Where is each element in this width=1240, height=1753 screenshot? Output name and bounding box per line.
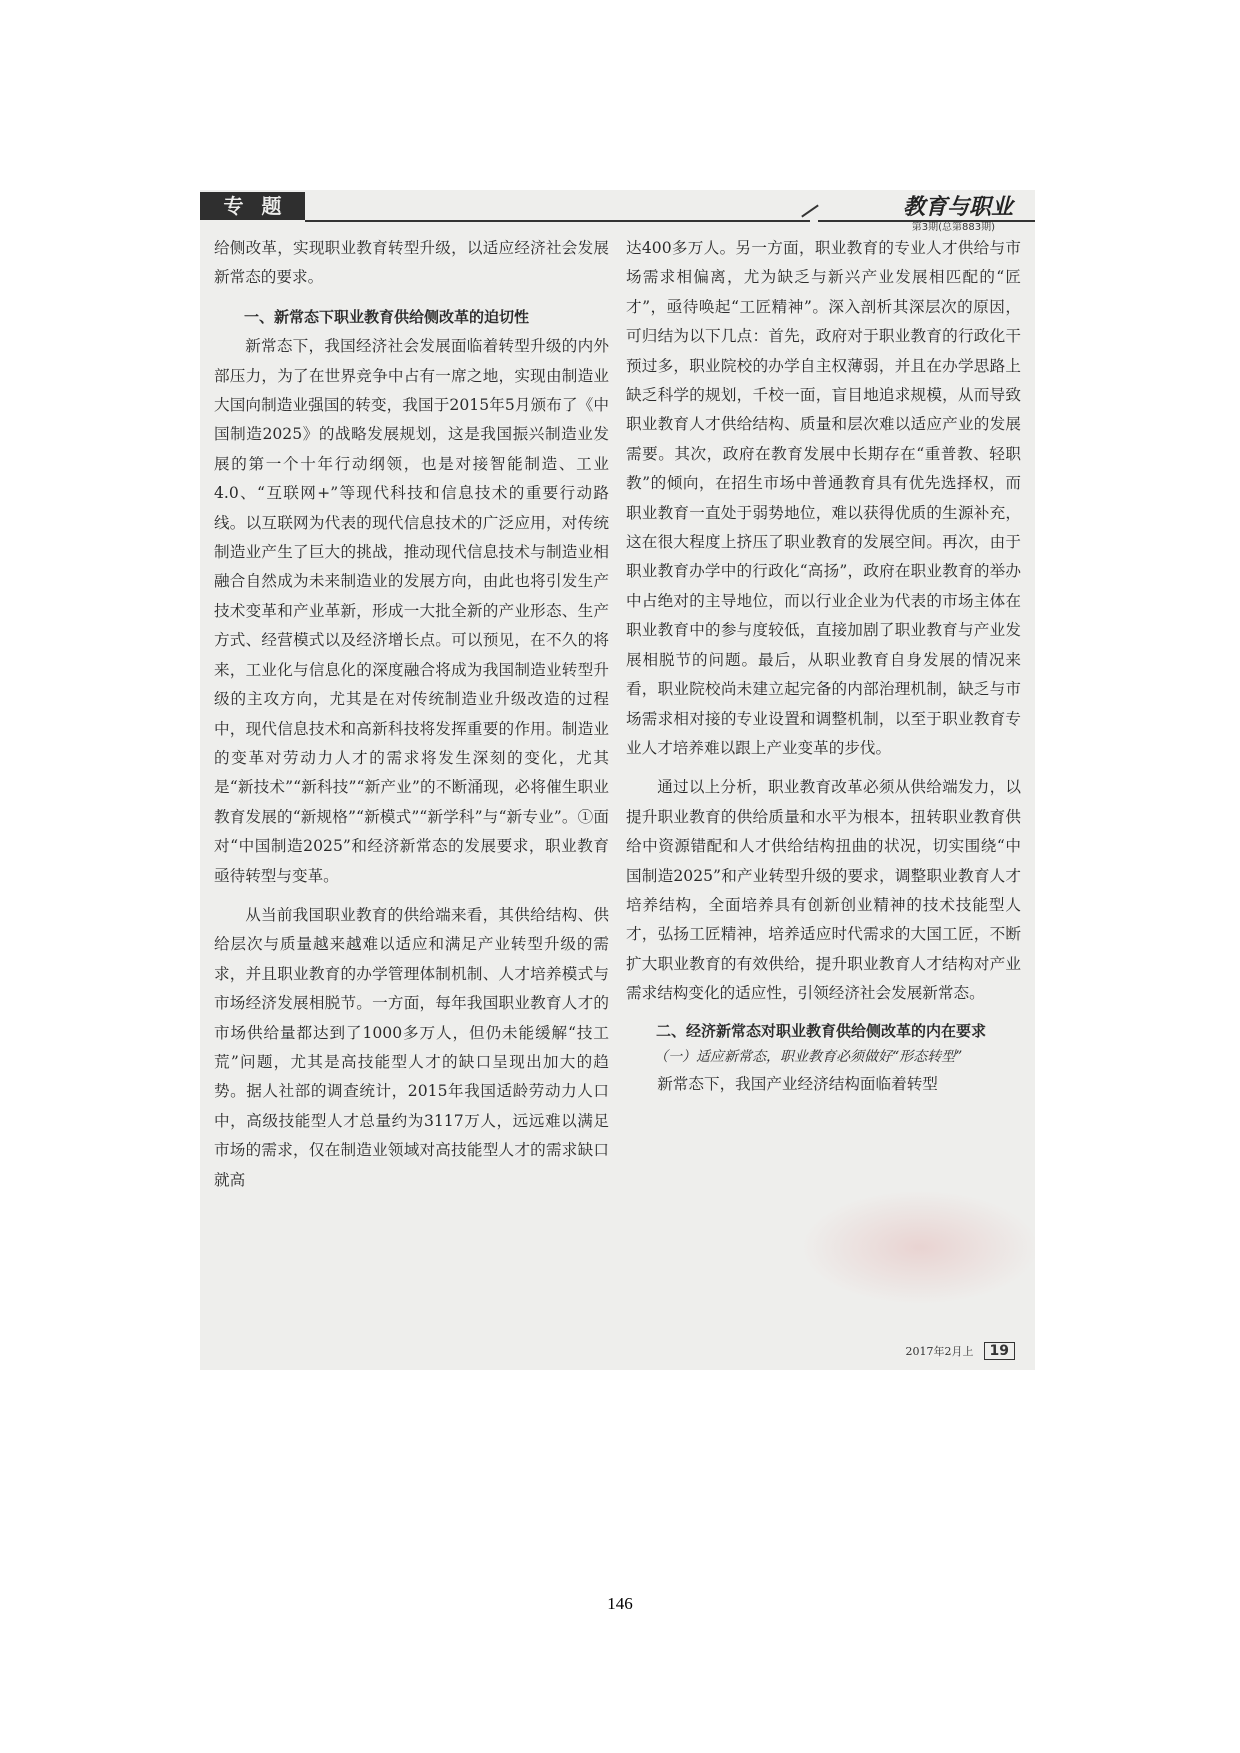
section-heading-2: 二、经济新常态对职业教育供给侧改革的内在要求 [656, 1021, 987, 1040]
left-column [214, 234, 609, 1324]
subsection-heading: （一）适应新常态，职业教育必须做好“形态转型” [654, 1048, 963, 1065]
right-column [626, 234, 1021, 1324]
journal-page-number: 19 [984, 1342, 1015, 1360]
paragraph: 新常态下，我国产业经济结构面临着转型 [657, 1074, 938, 1093]
journal-title: 教育与职业 [902, 195, 1013, 220]
page-footer [906, 1342, 1015, 1360]
header-rule [305, 220, 810, 222]
issue-number: 第3期(总第883期) [911, 222, 995, 233]
section-label: 专题 [200, 192, 305, 220]
scanned-page [200, 190, 1035, 1370]
paragraph: 达400多万人。另一方面，职业教育的专业人才供给与市场需求相偏离，尤为缺乏与新兴产业发展相匹配的“匠才”，亟待唤起“工匠精神”。深入剖析其深层次的原因，可归结为以下几点：首先，政府对于职业教育的行政化干预过多，职业院校的办学自主权薄弱，并且在办学思路上缺乏科学的规划，千校一面，盲目地追求规模，从而导致职业教育人才供给结构、质量和层次难以适应产业的发展需要。其次，政府在教育发展中长期存在“重普教、轻职教”的倾向，在招生市场中普通教育具有优先选择权，而职业教育一直处于弱势地位，难以获得优质的生源补充，这在很大程度上挤压了职业教育的发展空间。再次，由于职业教育办学中的行政化“高扬”，政府在职业教育的举办中占绝对的主导地位，而以行业企业为代表的市场主体在职业教育中的参与度较低，直接加剧了职业教育与产业发展相脱节的问题。最后，从职业教育自身发展的情况来看，职业院校尚未建立起完备的内部治理机制，缺乏与市场需求相对接的专业设置和调整机制，以至于职业教育专业人才培养难以跟上产业变革的步伐。 [626, 239, 1021, 757]
paragraph: 给侧改革，实现职业教育转型升级，以适应经济社会发展新常态的要求。 [214, 239, 609, 287]
paragraph: 通过以上分析，职业教育改革必须从供给端发力，以提升职业教育的供给质量和水平为根本，扭转职业教育供给中资源错配和人才供给结构扭曲的状况，切实围绕“中国制造2025”和产业转型升级的要求，调整职业教育人才培养结构，全面培养具有创新创业精神的技术技能型人才，弘扬工匠精神，培养适应时代需求的大国工匠，不断扩大职业教育的有效供给，提升职业教育人才结构对产业需求结构变化的适应性，引领经济社会发展新常态。 [626, 778, 1021, 1003]
footer-date: 2017年2月上 [905, 1345, 974, 1358]
paragraph: 从当前我国职业教育的供给端来看，其供给结构、供给层次与质量越来越难以适应和满足产业转型升级的需求，并且职业教育的办学管理体制机制、人才培养模式与市场经济发展相脱节。一方面，每年我国职业教育人才的市场供给量都达到了1000多万人，但仍未能缓解“技工荒”问题，尤其是高技能型人才的缺口呈现出加大的趋势。据人社部的调查统计，2015年我国适龄劳动力人口中，高级技能型人才总量约为3117万人，远远难以满足市场的需求，仅在制造业领域对高技能型人才的需求缺口就高 [214, 905, 609, 1189]
section-heading-1: 一、新常态下职业教育供给侧改革的迫切性 [244, 307, 530, 326]
paragraph: 新常态下，我国经济社会发展面临着转型升级的内外部压力，为了在世界竞争中占有一席之地，实现由制造业大国向制造业强国的转变，我国于2015年5月颁布了《中国制造2025》的战略发展规划，这是我国振兴制造业发展的第一个十年行动纲领，也是对接智能制造、工业4.0、“互联网+”等现代科技和信息技术的重要行动路线。以互联网为代表的现代信息技术的广泛应用，对传统制造业产生了巨大的挑战，推动现代信息技术与制造业相融合自然成为未来制造业的发展方向，由此也将引发生产技术变革和产业革新，形成一大批全新的产业形态、生产方式、经营模式以及经济增长点。可以预见，在不久的将来，工业化与信息化的深度融合将成为我国制造业转型升级的主攻方向，尤其是在对传统制造业升级改造的过程中，现代信息技术和高新科技将发挥重要的作用。制造业的变革对劳动力人才的需求将发生深刻的变化，尤其是“新技术”“新科技”“新产业”的不断涌现，必将催生职业教育发展的“新规格”“新模式”“新学科”与“新专业”。①面对“中国制造2025”和经济新常态的发展要求，职业教育亟待转型与变革。 [214, 337, 609, 885]
header-slash [801, 204, 819, 217]
document-page-number: 146 [607, 1594, 633, 1613]
